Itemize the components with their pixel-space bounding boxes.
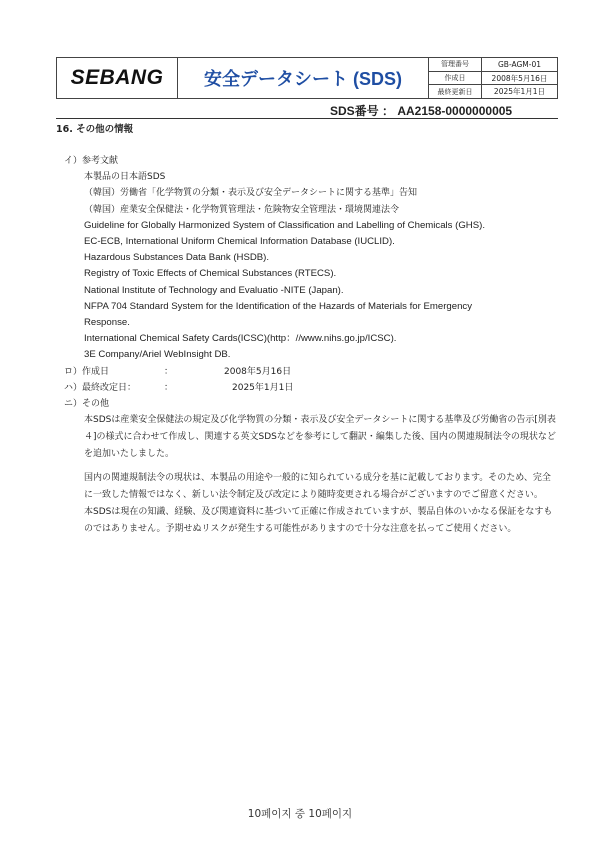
meta-key: 最終更新日 <box>429 85 482 98</box>
reference-item: （韓国）産業安全保健法・化学物質管理法・危険物安全管理法・環境関連法令 <box>84 204 400 215</box>
other-paragraph: 国内の関連規制法令の現状は、本製品の用途や一般的に知られている成分を基に記載しております。そのため、完全に一致した情報ではなく、新しい法令制定及び改定により随時変更される場合がございますのでご留意ください。 <box>84 473 551 501</box>
reference-item: Response. <box>84 317 130 329</box>
reference-item: Registry of Toxic Effects of Chemical Substances (RTECS). <box>84 268 337 280</box>
meta-row <box>429 72 557 86</box>
other-paragraph: 本SDSは現在の知識、経験、及び関連資料に基づいて正確に作成されていますが、製品自体のいかなる保証をなすものではありません。予期せぬリスクが発生する可能性がありますので十分な注意を払ってご使用ください。 <box>84 507 553 535</box>
reference-item: Guideline for Globally Harmonized System of Classification and Labelling of Chemicals (GHS). <box>84 219 485 231</box>
reference-item: NFPA 704 Standard System for the Identification of the Hazards of Materials for Emergency <box>84 300 473 312</box>
revised-row <box>64 380 556 396</box>
reference-item: EC-ECB, International Uniform Chemical Information Database (IUCLID). <box>84 236 395 248</box>
document-title: 安全データシート (SDS) <box>204 69 402 89</box>
created-row <box>64 364 556 380</box>
company-logo: SEBANG <box>70 66 164 89</box>
meta-key: 作成日 <box>429 72 482 85</box>
revised-label: ハ）最終改定日： <box>64 382 137 393</box>
section-title: 16. その他の情報 <box>56 124 134 135</box>
document-body <box>64 153 556 538</box>
meta-value: 2025年1月1日 <box>493 87 546 97</box>
logo-cell <box>57 58 178 98</box>
meta-row <box>429 85 557 98</box>
other-label: ニ）その他 <box>64 399 110 410</box>
reference-item: 本製品の日本語SDS <box>84 172 166 183</box>
created-value: 2008年5月16日 <box>224 366 292 377</box>
other-paragraph: 本SDSは産業安全保健法の規定及び化学物質の分類・表示及び安全データシートに関する基準及び労働省の告示[別表４]の様式に合わせて作成し、関連する英文SDSなどを参考にして翻訳・編集した後、国内の関連規制法令の現状などを追加いたしました。 <box>84 415 556 460</box>
meta-row <box>429 58 557 72</box>
title-cell <box>178 58 429 98</box>
reference-item: International Chemical Safety Cards(ICSC)(http：//www.nihs.go.jp/ICSC). <box>84 333 397 345</box>
document-header <box>56 57 558 99</box>
sds-number: SDS番号 ： AA2158-0000000005 <box>330 104 513 118</box>
reference-item: 3E Company/Ariel WebInsight DB. <box>84 349 231 361</box>
created-colon: ： <box>164 366 174 377</box>
reference-item: Hazardous Substances Data Bank (HSDB). <box>84 252 270 264</box>
references-list <box>64 169 556 363</box>
meta-value: 2008年5月16日 <box>491 73 548 83</box>
meta-value: GB-AGM-01 <box>497 59 542 69</box>
meta-key: 管理番号 <box>429 58 482 71</box>
reference-item: （韓国）労働省「化学物質の分類・表示及び安全データシートに関する基準」告知 <box>84 188 418 199</box>
revised-value: 2025年1月1日 <box>232 382 294 393</box>
meta-table <box>429 58 557 98</box>
page-footer: 10페이지 중 10페이지 <box>247 808 353 820</box>
revised-colon: ： <box>164 382 174 393</box>
references-label: イ）参考文献 <box>64 156 119 166</box>
reference-item: National Institute of Technology and Evaluatio -NITE (Japan). <box>84 284 344 296</box>
created-label: ロ）作成日 <box>64 366 110 377</box>
header-divider <box>56 118 558 119</box>
